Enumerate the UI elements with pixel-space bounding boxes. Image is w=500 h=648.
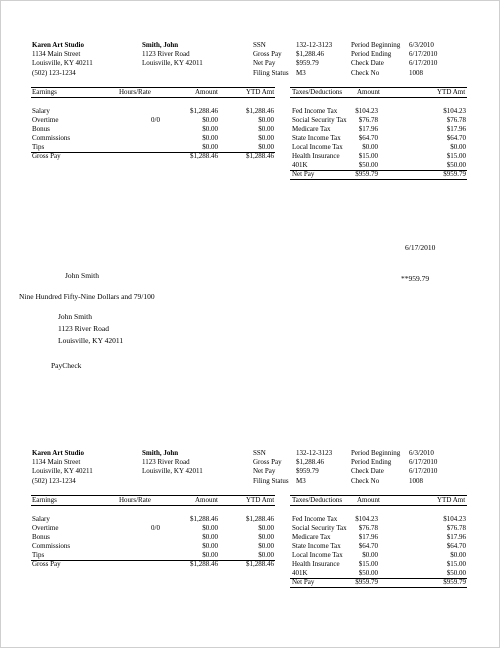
earnings-row-amount: $1,288.46: [190, 515, 218, 523]
net-pay-label: Net Pay: [292, 170, 315, 178]
tax-row-ytd: $76.78: [446, 524, 466, 532]
earnings-row-label: Commissions: [32, 542, 71, 550]
net-pay-amount: $959.79: [355, 170, 378, 178]
check-address-name: John Smith: [58, 312, 92, 321]
period-value: 6/3/2010: [409, 41, 434, 49]
tax-row-amount: $104.23: [355, 515, 378, 523]
tax-row-amount: $17.96: [358, 533, 378, 541]
company-phone: (502) 123-1234: [32, 69, 76, 77]
tax-row-amount: $15.00: [358, 560, 378, 568]
earnings-header-ytd: YTD Amt: [246, 88, 275, 96]
pay-stub-top: [0, 41, 500, 201]
net-pay-rule-bottom: [290, 179, 467, 180]
info-label: Gross Pay: [253, 50, 282, 59]
tax-row-ytd: $104.23: [443, 515, 466, 523]
tax-row-amount: $15.00: [358, 152, 378, 160]
tax-header-rule-bottom: [290, 97, 467, 98]
info-value: $959.79: [296, 59, 319, 68]
period-label: Period Ending: [351, 50, 392, 59]
earnings-row-amount: $0.00: [202, 125, 218, 133]
earnings-header-ytd: YTD Amt: [246, 496, 275, 504]
period-label: Period Beginning: [351, 449, 401, 457]
company-name: Karen Art Studio: [32, 41, 84, 49]
earnings-row-label: Bonus: [32, 125, 50, 133]
tax-row-ytd: $0.00: [450, 143, 466, 151]
earnings-row-ytd: $0.00: [258, 116, 274, 124]
company-address: 1134 Main Street: [32, 50, 81, 58]
earnings-row-amount: $0.00: [202, 551, 218, 559]
earnings-header-rule-bottom: [31, 97, 275, 98]
earnings-row-label: Bonus: [32, 533, 50, 541]
check-memo: PayCheck: [51, 361, 82, 370]
earnings-row-amount: $0.00: [202, 524, 218, 532]
earnings-row-label: Overtime: [32, 116, 59, 124]
tax-row-ytd: $76.78: [446, 116, 466, 124]
tax-row-label: Medicare Tax: [292, 533, 331, 541]
tax-row-label: 401K: [292, 569, 308, 577]
tax-row-amount: $0.00: [362, 143, 378, 151]
info-value: $959.79: [296, 467, 319, 476]
earnings-header-label: Earnings: [32, 88, 57, 96]
earnings-header-rule-top: [31, 87, 275, 88]
tax-header-label: Taxes/Deductions: [292, 88, 343, 96]
info-label: SSN: [253, 449, 266, 457]
earnings-header-rule-bottom: [31, 505, 275, 506]
tax-row-label: Fed Income Tax: [292, 107, 338, 115]
tax-row-ytd: $15.00: [446, 152, 466, 160]
company-name: Karen Art Studio: [32, 449, 84, 457]
tax-row-ytd: $104.23: [443, 107, 466, 115]
tax-row-amount: $76.78: [358, 524, 378, 532]
period-value: 1008: [409, 68, 423, 77]
earnings-header-amount: Amount: [195, 496, 218, 504]
employee-city: Louisville, KY 42011: [142, 467, 203, 475]
earnings-header-amount: Amount: [195, 88, 218, 96]
info-value: 132-12-3123: [296, 41, 333, 49]
tax-row-ytd: $0.00: [450, 551, 466, 559]
tax-row-ytd: $17.96: [446, 533, 466, 541]
earnings-row-amount: $0.00: [202, 533, 218, 541]
net-pay-amount: $959.79: [355, 578, 378, 586]
earnings-row-amount: $0.00: [202, 134, 218, 142]
info-value: M3: [296, 476, 306, 485]
info-value: $1,288.46: [296, 50, 324, 59]
tax-row-label: Local Income Tax: [292, 551, 343, 559]
earnings-row-amount: $0.00: [202, 542, 218, 550]
period-value: 6/17/2010: [409, 467, 438, 476]
earnings-row-ytd: $0.00: [258, 125, 274, 133]
company-city: Louisville, KY 40211: [32, 467, 93, 475]
gross-pay-label: Gross Pay: [32, 560, 61, 568]
tax-header-label: Taxes/Deductions: [292, 496, 343, 504]
tax-row-ytd: $50.00: [446, 569, 466, 577]
tax-row-ytd: $64.70: [446, 542, 466, 550]
gross-pay-ytd: $1,288.46: [246, 152, 274, 160]
tax-row-amount: $0.00: [362, 551, 378, 559]
gross-pay-ytd: $1,288.46: [246, 560, 274, 568]
earnings-row-ytd: $0.00: [258, 533, 274, 541]
company-phone: (502) 123-1234: [32, 477, 76, 485]
tax-row-label: Local Income Tax: [292, 143, 343, 151]
earnings-header-rate: Hours/Rate: [119, 88, 151, 96]
period-label: Period Ending: [351, 458, 392, 467]
check-address-city: Louisville, KY 42011: [58, 336, 124, 345]
net-pay-rule-bottom: [290, 587, 467, 588]
tax-row-ytd: $64.70: [446, 134, 466, 142]
earnings-header-label: Earnings: [32, 496, 57, 504]
tax-row-ytd: $50.00: [446, 161, 466, 169]
tax-header-ytd: YTD Amt: [437, 496, 466, 504]
pay-stub-bottom: [0, 449, 500, 609]
check-amount: **959.79: [401, 274, 430, 283]
tax-header-amount: Amount: [357, 496, 380, 504]
earnings-row-ytd: $0.00: [258, 542, 274, 550]
earnings-row-label: Tips: [32, 551, 45, 559]
info-value: M3: [296, 68, 306, 77]
gross-pay-amount: $1,288.46: [190, 152, 218, 160]
employee-name: Smith, John: [142, 449, 179, 457]
period-label: Check Date: [351, 59, 384, 68]
tax-row-label: Fed Income Tax: [292, 515, 338, 523]
period-label: Period Beginning: [351, 41, 401, 49]
earnings-row-rate: 0/0: [151, 116, 160, 124]
tax-row-label: 401K: [292, 161, 308, 169]
earnings-row-ytd: $0.00: [258, 134, 274, 142]
period-value: 6/3/2010: [409, 449, 434, 457]
earnings-row-label: Commissions: [32, 134, 71, 142]
tax-header-ytd: YTD Amt: [437, 88, 466, 96]
tax-row-label: Medicare Tax: [292, 125, 331, 133]
tax-header-amount: Amount: [357, 88, 380, 96]
earnings-row-label: Salary: [32, 107, 50, 115]
earnings-row-amount: $1,288.46: [190, 107, 218, 115]
employee-address: 1123 River Road: [142, 50, 190, 58]
employee-address: 1123 River Road: [142, 458, 190, 466]
info-label: Net Pay: [253, 467, 276, 476]
tax-row-label: Social Security Tax: [292, 116, 347, 124]
earnings-row-label: Salary: [32, 515, 50, 523]
tax-row-label: Social Security Tax: [292, 524, 347, 532]
tax-row-amount: $64.70: [358, 542, 378, 550]
period-value: 6/17/2010: [409, 59, 438, 68]
info-value: $1,288.46: [296, 458, 324, 467]
earnings-row-ytd: $1,288.46: [246, 515, 274, 523]
tax-row-ytd: $15.00: [446, 560, 466, 568]
tax-header-rule-bottom: [290, 505, 467, 506]
period-label: Check Date: [351, 467, 384, 476]
earnings-row-amount: $0.00: [202, 143, 218, 151]
period-label: Check No: [351, 476, 380, 485]
tax-row-amount: $50.00: [358, 569, 378, 577]
tax-row-amount: $64.70: [358, 134, 378, 142]
earnings-row-ytd: $1,288.46: [246, 107, 274, 115]
earnings-row-ytd: $0.00: [258, 551, 274, 559]
check-amount-words: Nine Hundred Fifty-Nine Dollars and 79/100: [19, 292, 155, 301]
employee-name: Smith, John: [142, 41, 179, 49]
period-value: 6/17/2010: [409, 50, 438, 59]
gross-pay-amount: $1,288.46: [190, 560, 218, 568]
earnings-row-ytd: $0.00: [258, 524, 274, 532]
earnings-row-rate: 0/0: [151, 524, 160, 532]
tax-row-label: State Income Tax: [292, 134, 341, 142]
earnings-header-rate: Hours/Rate: [119, 496, 151, 504]
gross-pay-label: Gross Pay: [32, 152, 61, 160]
tax-row-amount: $17.96: [358, 125, 378, 133]
earnings-row-amount: $0.00: [202, 116, 218, 124]
info-label: Net Pay: [253, 59, 276, 68]
earnings-row-label: Tips: [32, 143, 45, 151]
tax-row-label: Health Insurance: [292, 560, 340, 568]
company-address: 1134 Main Street: [32, 458, 81, 466]
tax-row-label: State Income Tax: [292, 542, 341, 550]
tax-row-amount: $76.78: [358, 116, 378, 124]
earnings-header-rule-top: [31, 495, 275, 496]
period-value: 1008: [409, 476, 423, 485]
info-label: Filing Status: [253, 68, 289, 77]
tax-row-label: Health Insurance: [292, 152, 340, 160]
earnings-row-label: Overtime: [32, 524, 59, 532]
info-value: 132-12-3123: [296, 449, 333, 457]
employee-city: Louisville, KY 42011: [142, 59, 203, 67]
company-city: Louisville, KY 40211: [32, 59, 93, 67]
period-value: 6/17/2010: [409, 458, 438, 467]
check-date: 6/17/2010: [405, 243, 436, 252]
net-pay-ytd: $959.79: [443, 578, 466, 586]
tax-row-ytd: $17.96: [446, 125, 466, 133]
period-label: Check No: [351, 68, 380, 77]
info-label: Filing Status: [253, 476, 289, 485]
info-label: Gross Pay: [253, 458, 282, 467]
tax-row-amount: $104.23: [355, 107, 378, 115]
check-address-street: 1123 River Road: [58, 324, 109, 333]
net-pay-ytd: $959.79: [443, 170, 466, 178]
earnings-row-ytd: $0.00: [258, 143, 274, 151]
net-pay-label: Net Pay: [292, 578, 315, 586]
check-payee: John Smith: [65, 271, 99, 280]
info-label: SSN: [253, 41, 266, 49]
tax-row-amount: $50.00: [358, 161, 378, 169]
